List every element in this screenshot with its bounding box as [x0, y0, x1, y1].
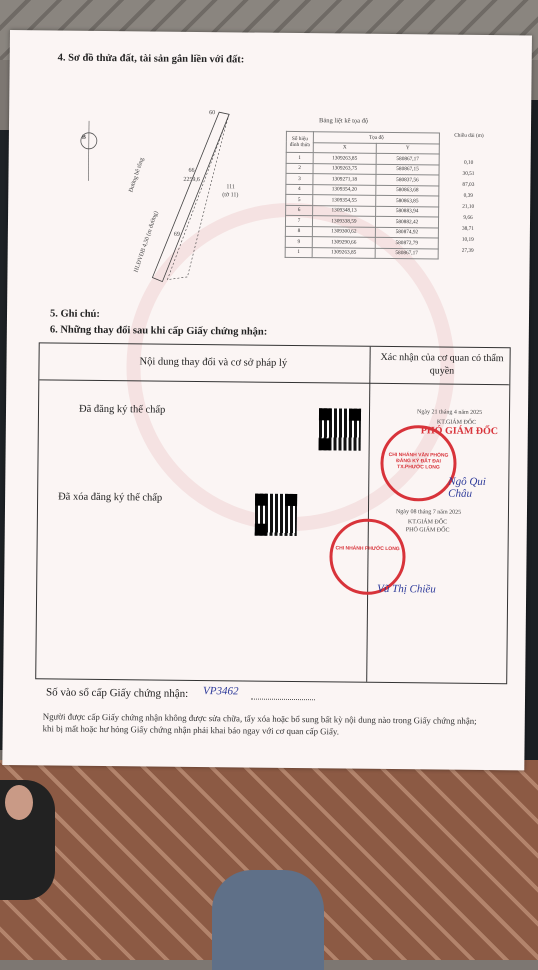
cell-n: 2 — [286, 163, 313, 174]
lengths-column — [453, 133, 484, 259]
entry-mortgage-registered: Đã đăng ký thế chấp — [78, 403, 166, 416]
length-value: 0,39 — [463, 192, 473, 199]
changes-table — [35, 342, 511, 684]
cell-n: 3 — [286, 173, 313, 184]
title-1b: PHÓ GIÁM ĐỐC — [420, 425, 499, 438]
length-value: 27,39 — [461, 247, 474, 254]
stamp-1-text: CHI NHÁNH VĂN PHÒNG ĐĂNG KÝ ĐẤT ĐAI TX.PHƯỚC LONG — [388, 451, 449, 471]
registry-number: VP3462 — [203, 685, 239, 698]
cell-x: 1309263,85 — [312, 247, 375, 258]
neighbor-plot: 111 — [226, 184, 235, 191]
cell-x: 1309263,85 — [313, 153, 376, 164]
title-2b: PHÓ GIÁM ĐỐC — [405, 527, 450, 534]
cell-x: 1309354,20 — [313, 184, 376, 195]
signer-1: Ngô Qui Châu — [448, 475, 486, 500]
neighbor-sheet: (tờ 11) — [222, 192, 239, 199]
cell-y: 580837,56 — [376, 174, 439, 185]
length-value: 38,71 — [461, 225, 474, 232]
section-6-title: 6. Những thay đổi sau khi cấp Giấy chứng nhận: — [49, 324, 268, 338]
cell-n: 4 — [286, 184, 313, 195]
cell-y: 580867,15 — [376, 164, 439, 175]
header-coord: Tọa độ — [313, 132, 439, 144]
qr-code-1 — [319, 408, 361, 450]
road-code-label: HLĐVĐB 4,50 (m đường) — [133, 210, 160, 274]
cell-n: 1 — [286, 152, 313, 163]
section-4-title: 4. Sơ đồ thửa đất, tài sản gắn liền với đất: — [57, 52, 245, 66]
stamp-2-text: CHI NHÁNH PHƯỚC LONG — [335, 545, 400, 553]
cell-y: 580882,42 — [375, 216, 438, 227]
header-x: X — [313, 142, 376, 153]
col-header-confirm: Xác nhận của cơ quan có thẩm quyền — [380, 351, 504, 377]
leg — [212, 870, 324, 970]
cell-y: 580867,17 — [376, 153, 439, 164]
cell-n: 5 — [286, 194, 313, 205]
cell-x: 1309348,13 — [313, 205, 376, 216]
date-1: Ngày 21 tháng 4 năm 2025 — [416, 409, 483, 416]
red-seal-1 — [380, 425, 457, 502]
length-value: 87,03 — [462, 181, 475, 188]
plot-number: 66 — [188, 167, 195, 174]
cell-n: 7 — [285, 215, 312, 226]
cell-x: 1309354,55 — [313, 195, 376, 206]
cell-n: 8 — [285, 226, 312, 237]
length-value: 21,10 — [462, 203, 475, 210]
footer-note: Người được cấp Giấy chứng nhận không được sửa chữa, tẩy xóa hoặc bổ sung bất kỳ nội dung nào trong Giấy chứng nhận; khi bị mất hoặc hư hỏng Giấy chứng nhận phải khai báo ngay với cơ quan cấp Giấy. — [42, 711, 477, 737]
cell-x: 1309271,18 — [313, 174, 376, 185]
cell-x: 1309300,62 — [312, 226, 375, 237]
cell-x: 1309263,75 — [313, 163, 376, 174]
land-certificate-page — [2, 30, 532, 770]
length-value: 9,66 — [463, 214, 473, 221]
cell-x: 1309338,59 — [312, 216, 375, 227]
signer-2: Vũ Thị Chiều — [377, 582, 436, 596]
cell-n: 6 — [286, 205, 313, 216]
coord-table-title: Bảng liệt kê tọa độ — [319, 117, 369, 125]
title-1: KT.GIÁM ĐỐC — [436, 419, 477, 426]
cell-y: 580867,17 — [375, 248, 438, 259]
length-value: 30,51 — [462, 170, 475, 177]
cell-y: 580883,94 — [376, 206, 439, 217]
qr-code-2 — [255, 494, 297, 536]
length-value: 0,10 — [463, 159, 474, 166]
header-length: Chiều dài (m) — [454, 132, 484, 139]
plot-label-69: 69 — [173, 231, 180, 238]
date-2: Ngày 08 tháng 7 năm 2025 — [395, 509, 462, 516]
coordinate-table — [285, 131, 440, 260]
section-5-title: 5. Ghi chú: — [49, 308, 100, 320]
length-value: 10,19 — [461, 236, 474, 243]
table-row — [285, 247, 438, 259]
entry-mortgage-removed: Đã xóa đăng ký thế chấp — [58, 491, 163, 504]
plot-diagram — [67, 101, 279, 303]
header-point: Số hiệu đỉnh thửa — [286, 131, 313, 152]
header-y: Y — [376, 143, 439, 154]
cell-n: 1 — [285, 247, 312, 258]
road-label: Đường bê tông — [128, 157, 146, 194]
registry-dots — [251, 699, 315, 701]
toe — [5, 785, 33, 820]
cell-y: 580863,68 — [376, 185, 439, 196]
cell-y: 580863,85 — [376, 195, 439, 206]
cell-x: 1309290,66 — [312, 237, 375, 248]
north-arrow-label: B — [81, 134, 86, 141]
registry-label: Số vào sổ cấp Giấy chứng nhận: — [46, 686, 189, 700]
cell-y: 580872,79 — [375, 237, 438, 248]
cell-n: 9 — [285, 236, 312, 247]
title-2: KT.GIÁM ĐỐC — [407, 519, 448, 526]
col-header-content: Nội dung thay đổi và cơ sở pháp lý — [139, 356, 288, 369]
cell-y: 580874,92 — [375, 227, 438, 238]
plot-label-60: 60 — [209, 110, 216, 117]
plot-area: 2259,6 — [183, 176, 200, 183]
